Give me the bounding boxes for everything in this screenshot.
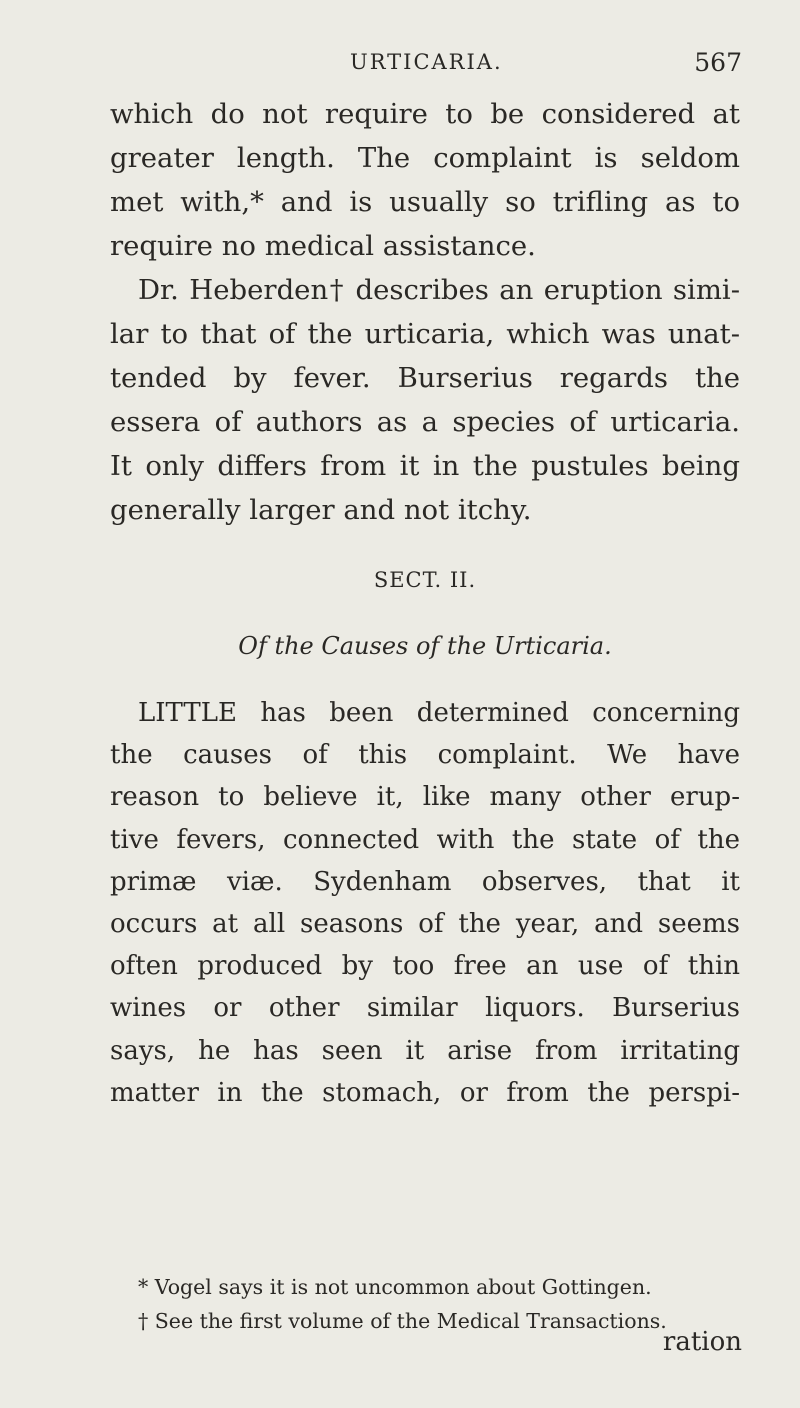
text-line: tended by fever. Burserius regards the	[110, 362, 740, 394]
footnote: † See the first volume of the Medical Transactions.	[138, 1309, 667, 1333]
footnotes	[110, 1270, 740, 1338]
text-line: says, he has seen it arise from irritating	[110, 1035, 740, 1066]
text-line: LITTLE has been determined concerning	[138, 698, 740, 728]
page-header	[350, 48, 742, 88]
text-line: reason to believe it, like many other erup-	[110, 782, 740, 813]
text-line: require no medical assistance.	[110, 230, 536, 262]
catchword: ration	[662, 1327, 742, 1357]
text-line: It only differs from it in the pustules being	[110, 450, 740, 482]
text-line: wines or other similar liquors. Burserius	[110, 993, 740, 1024]
text-line: lar to that of the urticaria, which was unat-	[110, 318, 740, 350]
text-line: Dr. Heberden† describes an eruption simi-	[138, 274, 740, 306]
body-text-top	[110, 92, 740, 532]
text-line: primæ viæ. Sydenham observes, that it	[110, 866, 740, 897]
text-line: tive fevers, connected with the state of the	[110, 824, 740, 855]
section-subtitle: Of the Causes of the Urticaria.	[238, 632, 612, 660]
text-line: met with,* and is usually so trifling as to	[110, 186, 740, 218]
text-line: often produced by too free an use of thin	[110, 951, 740, 982]
text-line: matter in the stomach, or from the perspi-	[110, 1077, 740, 1108]
text-line: the causes of this complaint. We have	[110, 740, 740, 771]
running-head: URTICARIA.	[350, 50, 503, 74]
footnote: * Vogel says it is not uncommon about Gottingen.	[138, 1275, 652, 1299]
text-line: greater length. The complaint is seldom	[110, 142, 740, 174]
text-line: essera of authors as a species of urticaria.	[110, 406, 740, 438]
text-line: generally larger and not itchy.	[110, 494, 532, 526]
page-number: 567	[694, 48, 742, 77]
text-line: which do not require to be considered at	[110, 98, 740, 130]
body-text-bottom	[110, 692, 740, 1114]
section-heading: SECT. II.	[373, 568, 477, 592]
text-line: occurs at all seasons of the year, and seems	[110, 908, 740, 939]
